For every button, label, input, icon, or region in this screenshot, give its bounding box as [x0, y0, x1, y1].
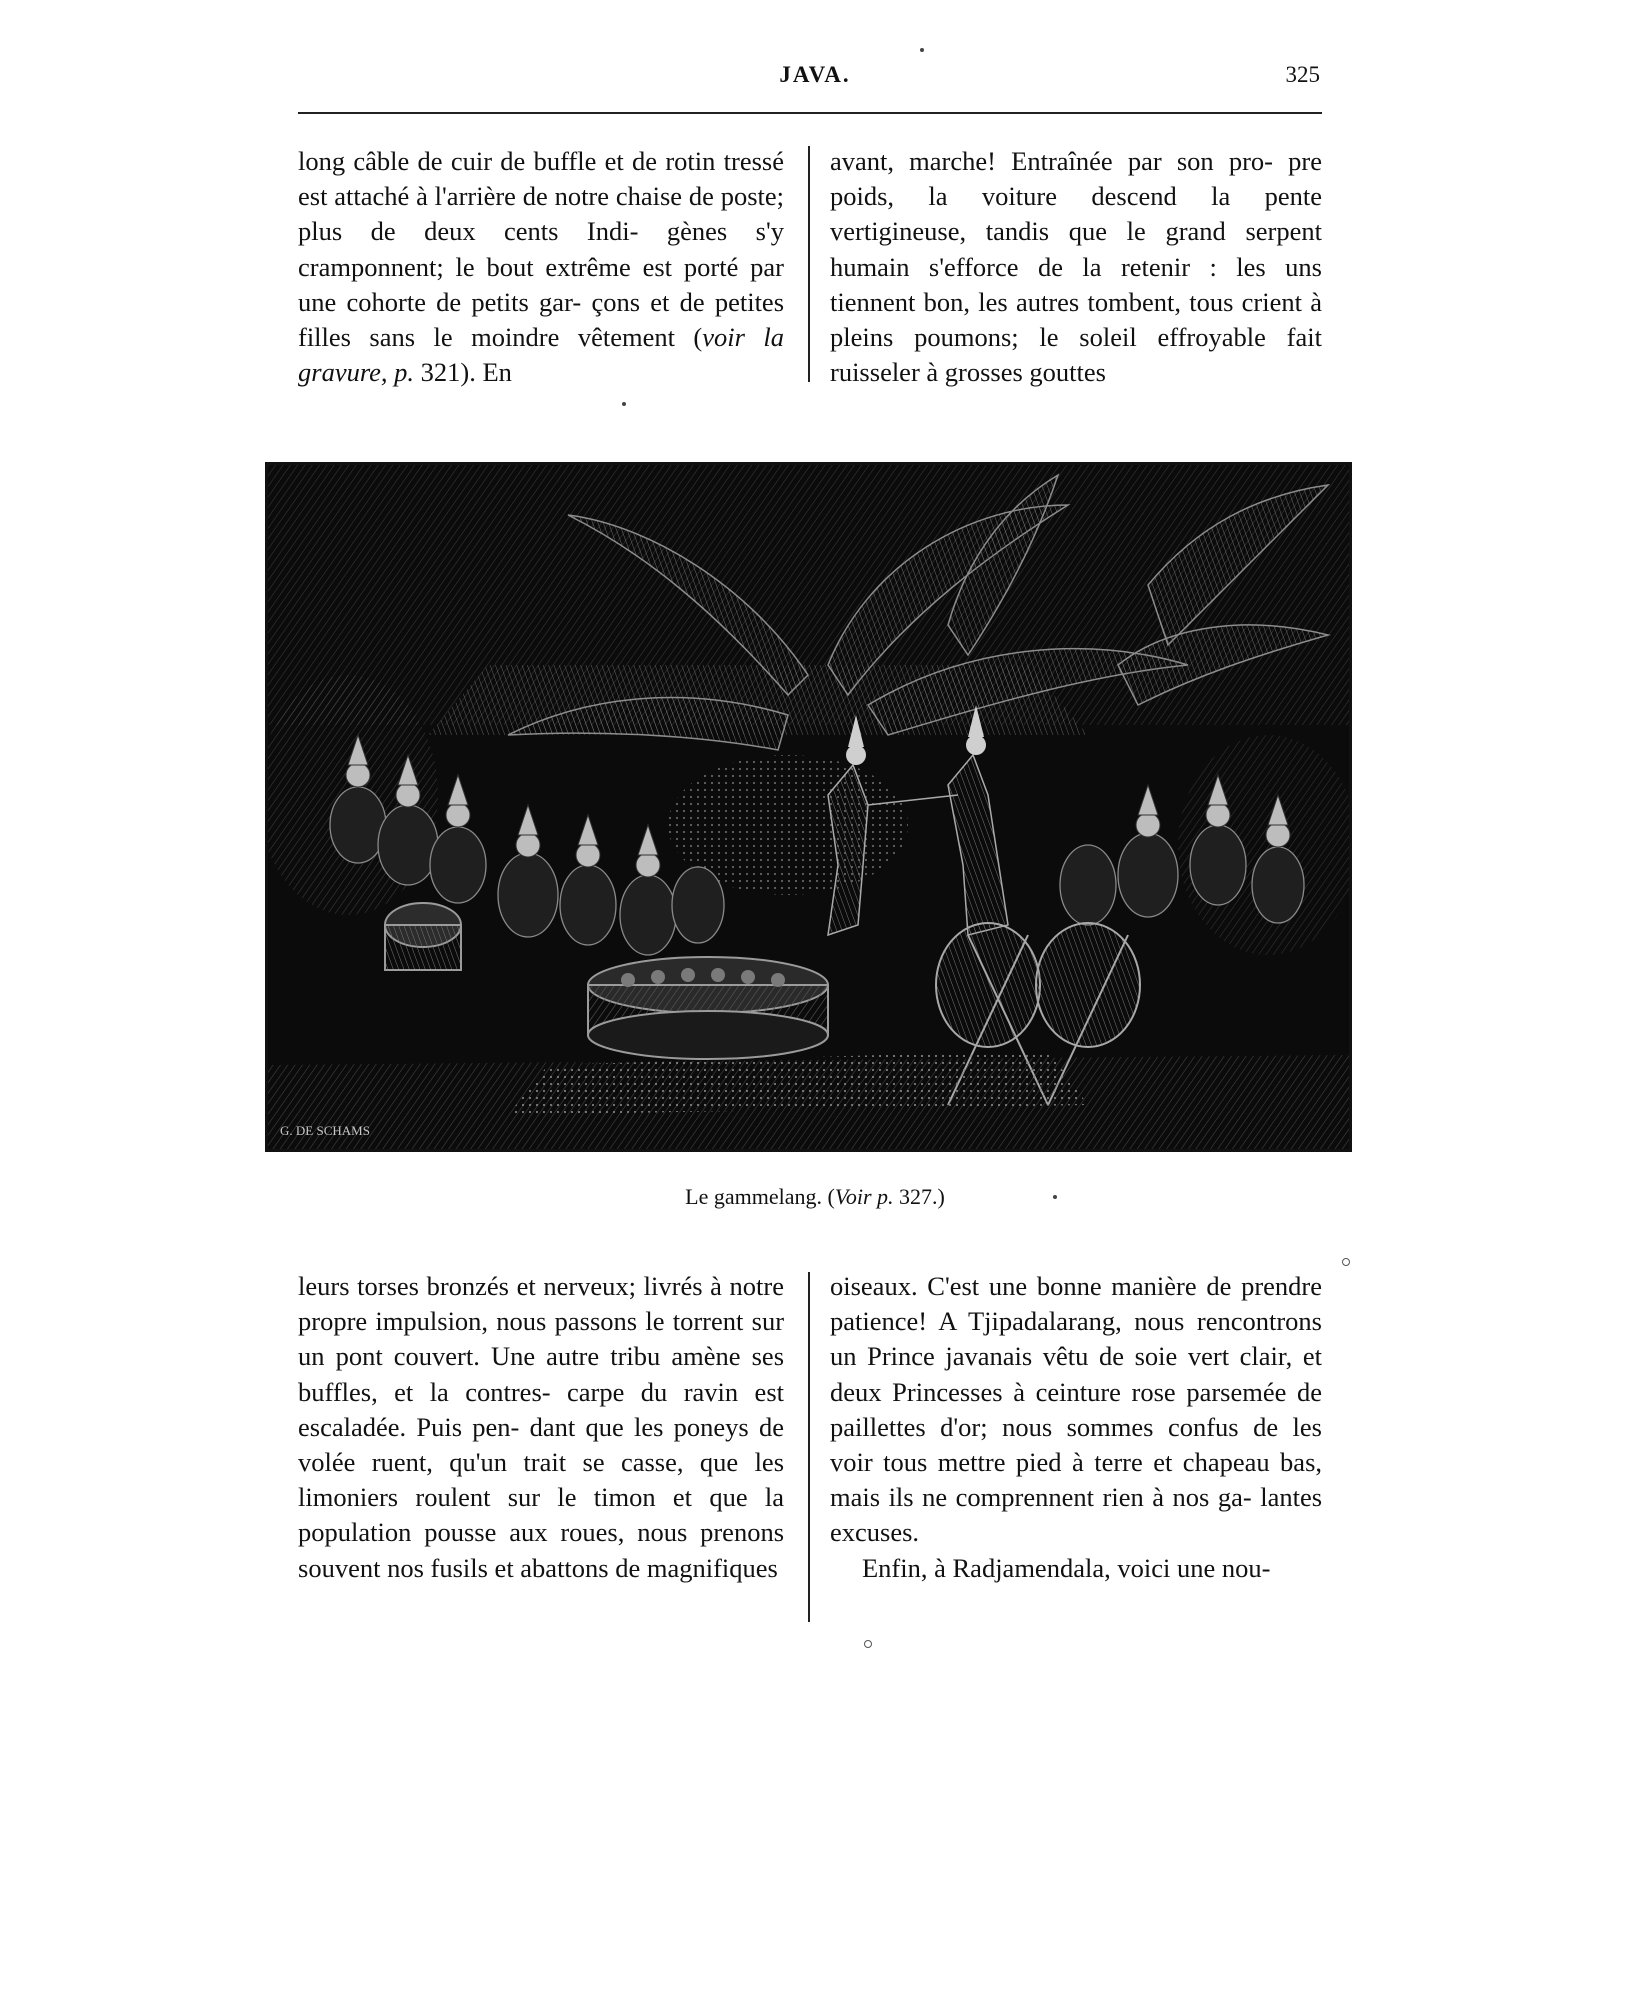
- text-line: pre poids, la voiture descend la pente: [830, 146, 1322, 212]
- text-line: vertigineuse, tandis que le grand serpent: [830, 216, 1322, 247]
- text-line: d'or; nous sommes confus de les voir: [830, 1411, 1322, 1478]
- gamelan-engraving: [265, 462, 1352, 1152]
- text-line: dant que les poneys de volée ruent,: [298, 1411, 784, 1478]
- caption-title: Le gammelang.: [685, 1184, 822, 1209]
- text-line: vêtu de soie vert clair, et deux Princesses: [830, 1341, 1323, 1407]
- text-line: 321). En: [414, 357, 512, 388]
- text-italic: voir la gravure, p.: [298, 322, 785, 388]
- text-line: crient à pleins poumons; le soleil: [830, 286, 1322, 353]
- text-line: est porté par une cohorte de petits gar-: [298, 251, 784, 317]
- text-column-left-top: [298, 144, 784, 390]
- text-line: Enfin, à Radjamendala, voici une nou-: [862, 1552, 1271, 1583]
- text-line: gènes s'y cramponnent; le bout extrême: [298, 216, 784, 282]
- text-line: tribu amène ses buffles, et la contres-: [298, 1341, 785, 1407]
- text-line: tiennent bon, les autres tombent, tous: [830, 286, 1234, 317]
- scan-ring-mark: [1342, 1258, 1350, 1266]
- text-line: humain s'efforce de la retenir : les uns: [830, 251, 1322, 282]
- text-line: çons et de petites filles sans le moindre: [298, 286, 785, 353]
- text-line: roulent sur le timon et que la population: [298, 1482, 784, 1548]
- page-header-title: JAVA.: [779, 62, 851, 87]
- caption-page-ref: 327.: [893, 1184, 938, 1209]
- column-rule-bottom: [808, 1272, 810, 1622]
- text-line: long câble de cuir de buffle et de rotin: [298, 146, 716, 176]
- text-line: chaise de poste; plus de deux cents Indi-: [298, 181, 784, 247]
- text-line: torrent sur un pont couvert. Une autre: [298, 1306, 785, 1372]
- text-line: oiseaux. C'est une bonne manière de: [830, 1271, 1232, 1301]
- text-line: tous mettre pied à terre et chapeau bas,: [883, 1447, 1323, 1478]
- text-column-right-bottom: [830, 1269, 1322, 1586]
- text-line: à ceinture rose parsemée de paillettes: [830, 1376, 1323, 1442]
- text-line: nos fusils et abattons de magnifiques: [387, 1552, 778, 1583]
- page-number: 325: [1285, 62, 1320, 87]
- text-paragraph: [830, 144, 1322, 390]
- text-line: lantes excuses.: [830, 1482, 1323, 1548]
- caption-italic: Voir p.: [834, 1184, 894, 1209]
- header-rule: [298, 112, 1322, 114]
- text-paragraph: [830, 1269, 1322, 1551]
- text-line: leurs torses bronzés et nerveux; livrés à: [298, 1271, 722, 1301]
- scan-speck: [1053, 1195, 1057, 1199]
- engraving-artwork: [268, 465, 1349, 1149]
- text-line: vêtement (: [577, 322, 703, 353]
- figure-caption: Le gammelang. (Voir p. 327.): [685, 1184, 945, 1209]
- scan-speck: [622, 402, 626, 406]
- scan-ring-mark: [864, 1640, 872, 1648]
- text-line: mais ils ne comprennent rien à nos ga-: [830, 1482, 1252, 1513]
- text-line: avant, marche! Entraînée par son pro-: [830, 146, 1273, 176]
- text-line: effroyable fait ruisseler à grosses gouttes: [830, 322, 1322, 388]
- text-line: carpe du ravin est escaladée. Puis pen-: [298, 1376, 784, 1442]
- text-line: nous rencontrons un Prince javanais: [830, 1306, 1322, 1372]
- scan-speck: [920, 48, 924, 52]
- text-column-right-top: [830, 144, 1322, 390]
- text-paragraph: [298, 1269, 784, 1586]
- text-paragraph: [298, 144, 784, 390]
- text-line: tressé est attaché à l'arrière de notre: [298, 146, 785, 212]
- engraver-signature: G. DE SCHAMS: [280, 1123, 370, 1138]
- text-line: notre propre impulsion, nous passons le: [298, 1271, 784, 1337]
- text-paragraph: [830, 1551, 1322, 1586]
- text-line: pousse aux roues, nous prenons souvent: [298, 1517, 785, 1583]
- column-rule-top: [808, 146, 810, 382]
- text-line: prendre patience! A Tjipadalarang,: [830, 1271, 1322, 1337]
- text-column-left-bottom: [298, 1269, 784, 1586]
- text-line: qu'un trait se casse, que les limoniers: [298, 1447, 785, 1513]
